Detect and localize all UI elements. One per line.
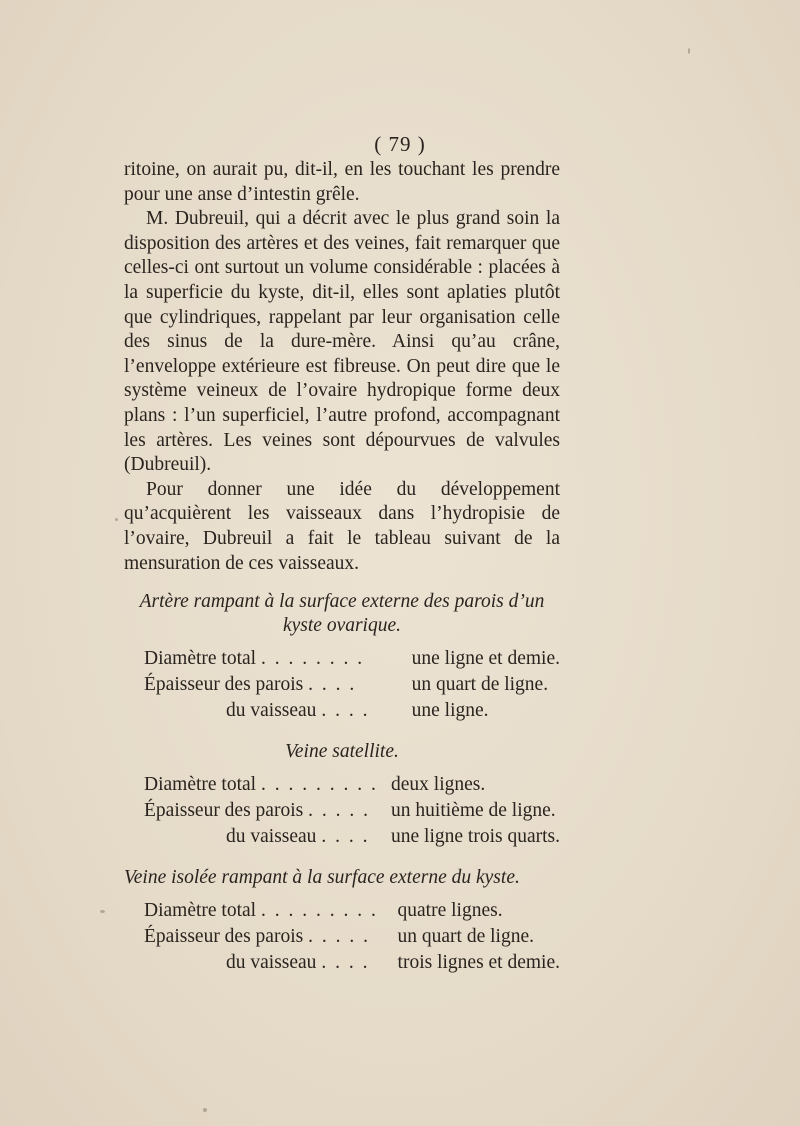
measurement-label-cell [144,900,398,926]
measurement-table-isolated-vein [144,900,560,978]
measurement-label-cell [144,826,391,852]
measurement-label: du vaisseau [226,952,317,974]
measurement-label: Épaisseur des parois [144,674,304,696]
leader-dots: . . . . [308,674,357,696]
measurement-value: quatre lignes. [397,900,503,922]
measurement-row [144,900,560,926]
leader-dots: . . . . [321,952,370,974]
measurement-row [144,774,560,800]
page-number: ( 79 ) [374,132,426,156]
leader-dots: . . . . . . . . . [260,900,378,922]
measurement-value: un quart de ligne. [397,926,534,948]
paragraph-measurement-intro: Pour donner une idée du développement qu’acquièrent les vaisseaux dans l’hydropisie de l’ovaire, Dubreuil a fait le tableau suivant de la mensuration de ces vaisseaux. [124,478,560,574]
page-body [124,158,560,978]
measurement-row [144,952,560,978]
measurement-value: deux lignes. [391,774,486,796]
section-heading-artery: Artère rampant à la surface externe des parois d’un kyste ovarique. [139,591,545,637]
measurement-label: Épaisseur des parois [144,926,304,948]
measurement-label: du vaisseau [226,826,317,848]
measurement-value: un huitième de ligne. [391,800,556,822]
measurement-row [144,926,560,952]
leader-dots: . . . . . [308,926,370,948]
measurement-label-cell [144,674,412,700]
leader-dots: . . . . . [308,800,370,822]
measurement-value: une ligne trois quarts. [391,826,560,848]
paper-speck [688,48,690,54]
paper-speck [203,1108,207,1112]
measurement-label: Épaisseur des parois [144,800,304,822]
measurement-row [144,674,560,700]
measurement-label-cell [144,700,412,726]
section-heading-isolated-vein: Veine isolée rampant à la surface externe du kyste. [124,867,520,889]
measurement-label-cell [144,774,391,800]
measurement-label-cell [144,800,391,826]
paragraph-dubreuil-veins: M. Dubreuil, qui a décrit avec le plus grand soin la disposition des artères et des veines, fait remarquer que celles-ci ont surtout un volume considérable : placées à la superficie du kyste, dit-il, elles sont aplaties plutôt que cylindriques, rappelant par leur organisation celle des sinus de la dure-mère. Ainsi qu’au crâne, l’enveloppe extérieure est fibreuse. On peut dire que le système veineux de l’ovaire hydropique forme deux plans : l’un superficiel, l’autre profond, accompagnant les artères. Les veines sont dépourvues de valvules (Dubreuil). [124,208,560,476]
measurement-label: Diamètre total [144,648,257,670]
paper-speck [115,518,118,521]
measurement-label: Diamètre total [144,774,257,796]
paper-speck [100,910,105,913]
leader-dots: . . . . . . . . . [260,774,378,796]
paragraph-continuation: ritoine, on aurait pu, dit-il, en les touchant les prendre pour une anse d’intestin grêle. [124,159,560,205]
section-heading-satellite-vein: Veine satellite. [285,741,399,763]
measurement-table-satellite-vein [144,774,560,852]
measurement-row [144,700,560,726]
leader-dots: . . . . [321,826,370,848]
measurement-value: une ligne. [411,700,489,722]
measurement-row [144,826,560,852]
measurement-value: un quart de ligne. [411,674,549,696]
measurement-label-cell [144,952,398,978]
measurement-label-cell [144,926,398,952]
measurement-row [144,648,560,674]
measurement-row [144,800,560,826]
measurement-value: une ligne et demie. [411,648,560,670]
measurement-label: Diamètre total [144,900,257,922]
leader-dots: . . . . . . . . [260,648,365,670]
measurement-label: du vaisseau [226,700,317,722]
measurement-label-cell [144,648,412,674]
leader-dots: . . . . [321,700,370,722]
measurement-table-artery [144,648,560,726]
measurement-value: trois lignes et demie. [397,952,560,974]
